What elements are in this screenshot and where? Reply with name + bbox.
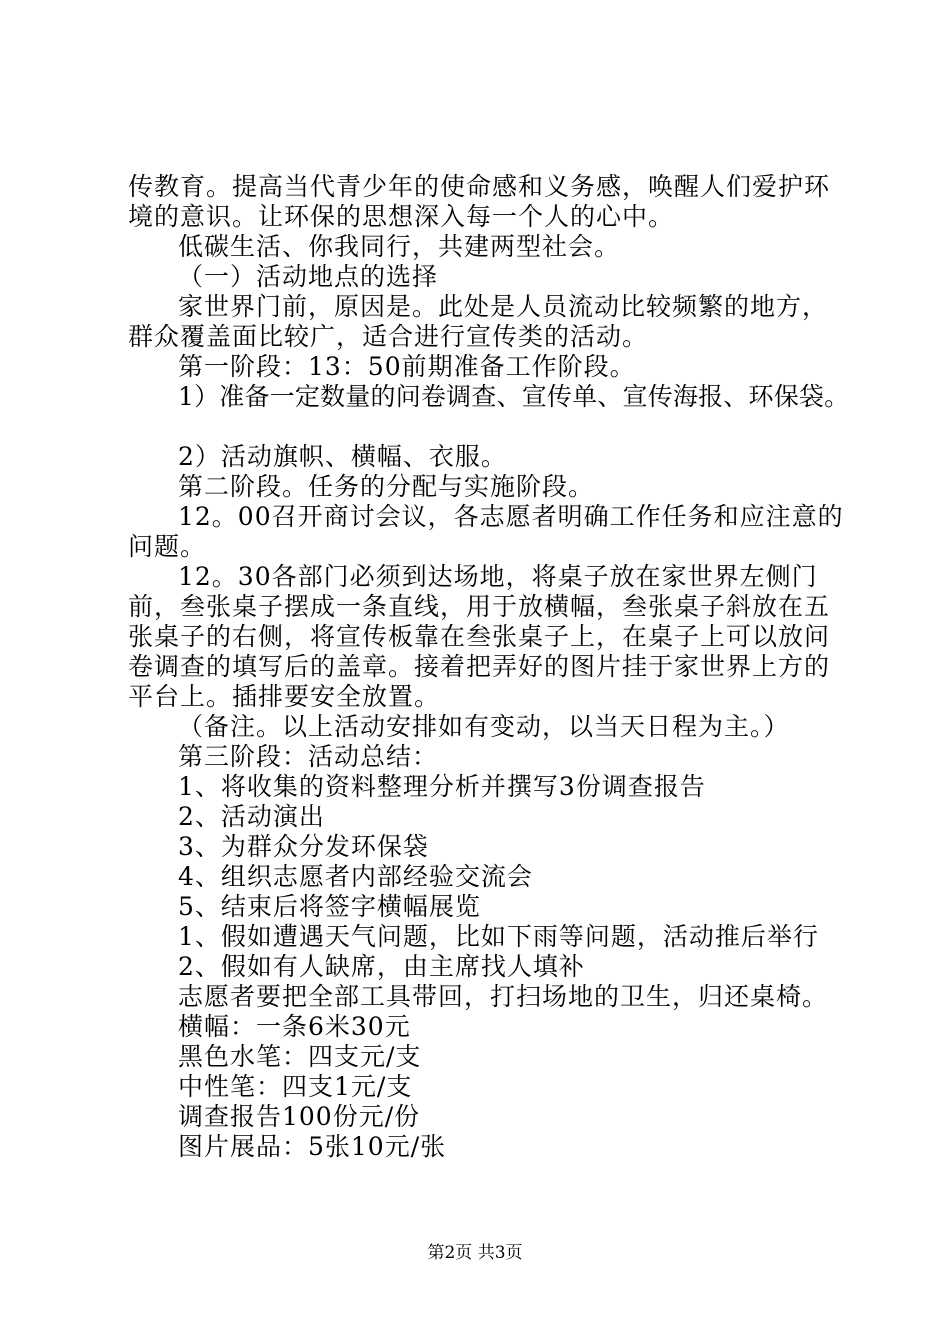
list-item: 5、结束后将签字横幅展览	[178, 892, 481, 921]
list-item: 1）准备一定数量的问卷调查、宣传单、宣传海报、环保袋。	[178, 382, 850, 411]
page-number: 第2页 共3页	[427, 1243, 523, 1263]
list-item: 3、为群众分发环保袋	[178, 832, 429, 861]
list-item: 4、组织志愿者内部经验交流会	[178, 862, 533, 891]
page-footer	[0, 1242, 950, 1264]
paragraph: 传教育。提高当代青少年的使命感和义务感，唤醒人们爱护环境的意识。让环保的思想深入每一个人的心中。	[128, 172, 831, 231]
list-item: 2、活动演出	[178, 802, 325, 831]
budget-item: 中性笔：四支1元/支	[178, 1072, 413, 1101]
paragraph: 低碳生活、你我同行，共建两型社会。	[178, 232, 621, 261]
note: （备注。以上活动安排如有变动，以当天日程为主。）	[178, 712, 790, 741]
paragraph: 家世界门前，原因是。此处是人员流动比较频繁的地方，群众覆盖面比较广，适合进行宣传类的活动。	[128, 292, 829, 351]
stage-heading: 第二阶段。任务的分配与实施阶段。	[178, 472, 595, 501]
paragraph: 志愿者要把全部工具带回，打扫场地的卫生，归还桌椅。	[178, 982, 829, 1011]
budget-item: 图片展品：5张10元/张	[178, 1132, 447, 1161]
section-heading: （一）活动地点的选择	[178, 262, 439, 291]
blank-line	[128, 412, 848, 442]
stage-heading: 第三阶段：活动总结：	[178, 742, 439, 771]
contingency-item: 1、假如遭遇天气问题，比如下雨等问题，活动推后举行	[178, 922, 819, 951]
budget-item: 横幅：一条6米30元	[178, 1012, 411, 1041]
budget-item: 黑色水笔：四支元/支	[178, 1042, 422, 1071]
paragraph: 12。30各部门必须到达场地，将桌子放在家世界左侧门前，叁张桌子摆成一条直线，用于放横幅，叁张桌子斜放在五张桌子的右侧，将宣传板靠在叁张桌子上，在桌子上可以放问卷调查的填写后的盖章。接着把弄好的图片挂于家世界上方的平台上。插排要安全放置。	[128, 562, 831, 711]
contingency-item: 2、假如有人缺席，由主席找人填补	[178, 952, 585, 981]
stage-heading: 第一阶段：13：50前期准备工作阶段。	[178, 352, 636, 381]
paragraph: 12。00召开商讨会议，各志愿者明确工作任务和应注意的问题。	[128, 502, 844, 561]
document-body	[128, 172, 848, 1162]
budget-item: 调查报告100份元/份	[178, 1102, 421, 1131]
list-item: 2）活动旗帜、横幅、衣服。	[178, 442, 507, 471]
list-item: 1、将收集的资料整理分析并撰写3份调查报告	[178, 772, 706, 801]
